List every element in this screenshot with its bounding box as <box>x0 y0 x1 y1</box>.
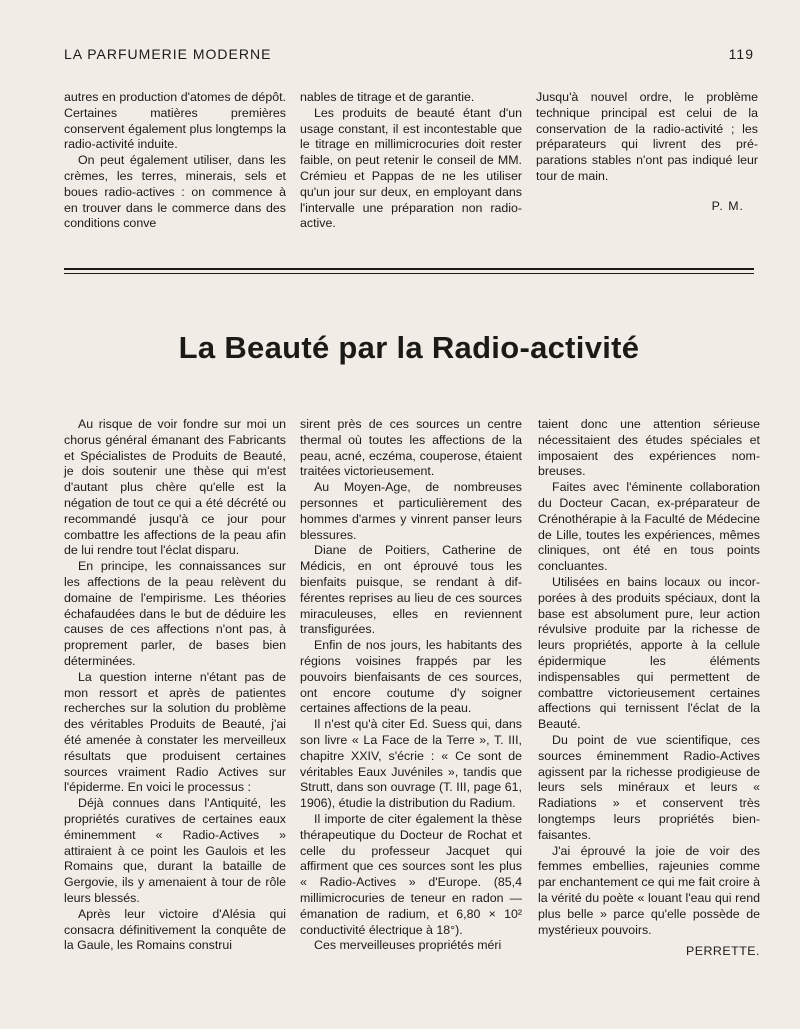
paragraph: nables de titrage et de garantie. <box>300 90 475 104</box>
running-head <box>64 46 754 66</box>
page-number: 119 <box>728 46 754 62</box>
paragraph: Faites avec l'éminente collaboration du Docteur Cacan, ex-préparateur de Crénothérapie à la Faculté de Médecine de Lille, toutes les expériences, mêmes cliniques, ont été en tous points concluantes. <box>538 480 760 574</box>
paragraph: Enfin de nos jours, les habitants des régions voisines frappés par les pouvoirs bienfaisants de ces sources, ont encore coutume d'y soigner certaines affections de la peau. <box>300 638 522 716</box>
paragraph: Déjà connues dans l'Antiquité, les propriétés curatives de certaines eaux éminemment « Radio-Actives » attiraient à ce point les Gaulois et les Romains que, durant la bataille de Gergovie, ils y amenaient à tour de rôle leurs blessés. <box>64 796 286 905</box>
author-signature: PERRETTE. <box>685 944 760 959</box>
journal-title: LA PARFUMERIE MODERNE <box>64 46 272 62</box>
paragraph: La question interne n'étant pas de mon ressort et après de patientes recherches sur la solution du problème des véritables Produits de Beauté, j'ai été amenée à constater les merveilleux résultats que produisent certaines sources vraiment Radio Actives sur l'épiderme. En voici le processus : <box>64 669 286 795</box>
previous-article-column-1 <box>64 90 286 232</box>
previous-article-column-3 <box>536 90 758 215</box>
paragraph: J'ai éprouvé la joie de voir des femmes embellies, rajeunies comme par enchantement ce qui me fait croire à la vérité du poète « louant l'eau qui rend plus belle » parce qu'elle possède de mystérieux pouvoirs. <box>538 843 760 937</box>
paragraph: Utilisées en bains locaux ou incorporées à des produits spéciaux, dont la base est absolument pure, leur action révulsive produite par la richesse de leurs propriétés, apporte à la cellule épidermique les éléments indispensables qui permettent de combattre victorieusement certaines affections qui ternissent l'éclat de la Beauté. <box>538 574 760 732</box>
paragraph: Après leur victoire d'Alésia qui consacra définitivement la conquête de la Gaule, les Romains construi <box>64 906 286 953</box>
article-column-1 <box>64 417 286 954</box>
paragraph: Ces merveilleuses propriétés méri <box>314 938 502 953</box>
paragraph: Il importe de citer également la thèse thérapeutique du Docteur de Rochat et celle du professeur Jacquet qui affirment que ces sources sont les plus « Radio-Actives » d'Europe. (85,4 millimicrocuries de teneur en radon — émanation de radium, et 6,80 × 10² conductivité électrique à 18°). <box>300 811 522 937</box>
paragraph: autres en production d'atomes de dépôt. Certaines matières premières conservent également plus longtemps la radio-activité induite. <box>64 90 286 152</box>
article-column-2 <box>300 417 522 954</box>
article-title: La Beauté par la Radio-activité <box>178 330 640 365</box>
paragraph: Les produits de beauté étant d'un usage constant, il est incontestable que le titrage en millimicrocuries doit rester faible, on peut retenir le conseil de MM. Crémieu et Pappas de ne les utiliser qu'un jour sur deux, en employant dans l'intervalle une préparation non radio-active. <box>300 105 522 231</box>
paragraph: Il n'est qu'à citer Ed. Suess qui, dans son livre « La Face de la Terre », T. III, chapitre XXIV, s'écrie : « Ce sont de véritables Eaux Juvéniles », tandis que Strutt, dans son ouvrage (T. III, page 61, 1906), étudie la distribution du Radium. <box>300 717 522 811</box>
section-divider-thin <box>64 273 754 274</box>
paragraph-continued: taient donc une attention sérieuse nécessitaient des études spéciales et imposaient des expériences nombreuses. <box>538 417 760 479</box>
paragraph: Du point de vue scientifique, ces sources éminemment Radio-Actives agissent par la richesse prodigieuse de leurs sels minéraux et leurs « Radiations » et conservent très longtemps leurs propriétés bienfaisantes. <box>538 732 760 842</box>
article-column-3 <box>538 417 760 960</box>
paragraph: Au risque de voir fondre sur moi un chorus général émanant des Fabricants et Spécialistes de Produits de Beauté, je dois soutenir une thèse qui m'est d'autant plus chère qu'elle est la négation de tout ce qui a été décrété ou recommandé jusqu'à ce jour pour combattre les affections de la peau afin de lui rendre tout l'éclat disparu. <box>64 417 286 558</box>
paragraph: Diane de Poitiers, Catherine de Médicis, en ont éprouvé tous les bienfaits puisque, se rendant à différentes reprises au lieu de ces sources miraculeuses, elles en reviennent transfigurées. <box>300 543 522 637</box>
paragraph: On peut également utiliser, dans les crèmes, les terres, minerais, sels et boues radio-actives : on commence à en trouver dans le commerce dans des conditions conve <box>64 153 286 231</box>
paragraph: Au Moyen-Age, de nombreuses personnes et particulièrement des hommes d'armes y vinrent panser leurs blessures. <box>300 480 522 542</box>
previous-article-signature: P. M. <box>711 198 744 213</box>
previous-article-column-2 <box>300 90 522 232</box>
paragraph: En principe, les connaissances sur les affections de la peau relèvent du domaine de l'empirisme. Les théories échafaudées dans le but de déduire les causes de ces affections n'ont pas, à proprement parler, de bases bien déterminées. <box>64 559 286 668</box>
paragraph: Jusqu'à nouvel ordre, le problème technique principal est celui de la conservation de la radio-activité ; les préparateurs qui livrent des préparations stables n'ont pas indiqué leur tour de main. <box>536 90 758 183</box>
paragraph-continued: sirent près de ces sources un centre thermal où toutes les affections de la peau, acné, eczéma, couperose, étaient traitées victorieusement. <box>300 417 522 479</box>
section-divider-thick <box>64 268 754 270</box>
